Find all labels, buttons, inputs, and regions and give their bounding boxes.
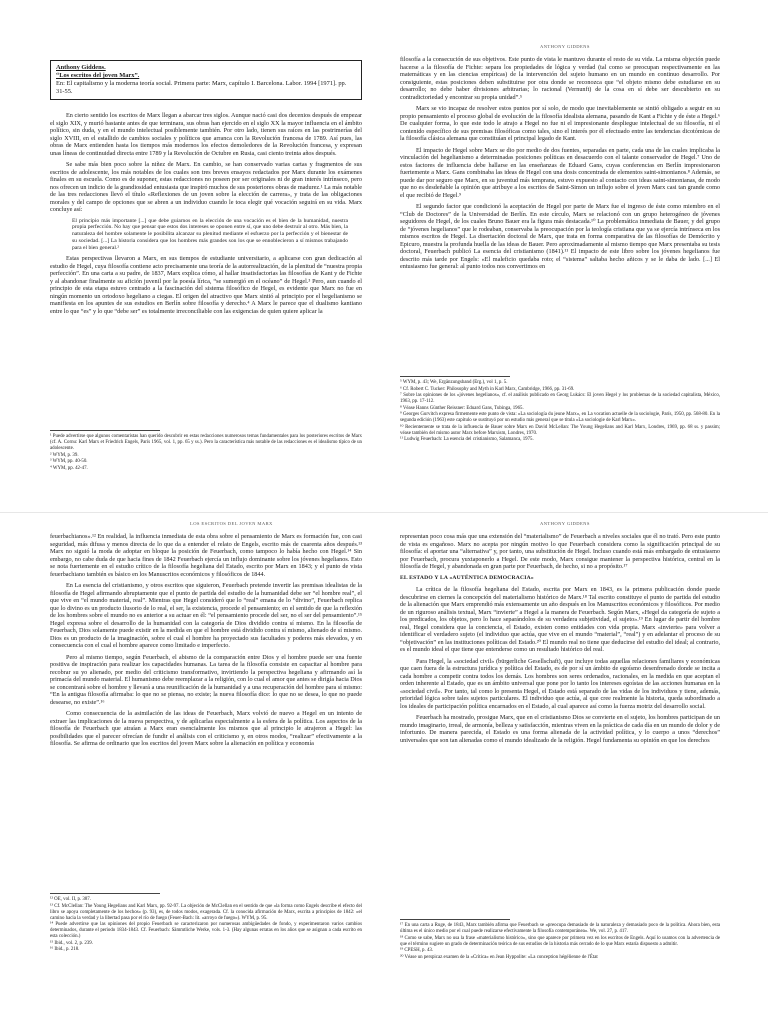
footnote: ¹⁰ Recientemente se trata de la influencia de Bauer sobre Marx en David McLellan: The Young Hegelians and Karl Marx, Londres, 1969, pp. 68 ss. y passim; véase también del mismo autor Marx before Marxism, Londres, 1970.: [400, 424, 720, 436]
section-heading: EL ESTADO Y LA «AUTÉNTICA DEMOCRACIA»: [400, 574, 534, 581]
footnote: ¹¹ Ludwig Feuerbach: La esencia del cristianismo, Salamanca, 1975.: [400, 437, 534, 442]
footnote: ⁴ WYM, pp. 42-47.: [50, 465, 88, 471]
footnote: ¹³ Cf. McClellan: The Young Hegelians and Karl Marx, pp. 92-97. La objeción de McClellan en el sentido de que «la forma como Engels describe el efecto del libro se apoya completamente de los hechos» (p. 93), es, de todos modos, exagerada. Cf. la conocida afirmación de Marx, escrita a principios de 1842: «el camino hacia la verdad y la libertad pasa por el río de fuego (Feuer-Bach: lit. «arroyo de fuego»). WYM, p. 95.: [50, 903, 362, 921]
footnote: ¹⁷ En una carta a Ruge, de 1843, Marx también afirma que Feuerbach se «preocupa demasiado de la naturaleza y demasiado poco de la política. Ahora bien, esta última es el único medio por el cual puede realizarse efectivamente la filosofía contemporánea». We, vol. 27, p. 417.: [400, 923, 720, 934]
running-head-bottom-right: ANTHONY GIDDENS: [540, 521, 590, 526]
footnote: ⁸ Véase Hanns Günther Reissner: Eduard Gans, Tubinga, 1965.: [400, 405, 524, 411]
running-head-top-right: ANTHONY GIDDENS: [540, 44, 590, 49]
footnote: ⁶ Cf. Robert C. Tucker: Philosophy and Myth in Karl Marx, Cambridge, 1966, pp. 31-69.: [400, 386, 575, 392]
paragraph: Feuerbach ha mostrado, prosigue Marx, que en el cristianismo Dios se convierte en el sujeto, los hombres participan de un mundo imaginario, irreal, de armonía, belleza y satisfacción, mientras viven en la práctica de cada día en un mundo de dolor y de infortunio. De manera parecida, el Estado es una forma alienada de la actividad política, y lo cuerpo a unos “derechos” universales que son tan alienadas como el mundo idealizado de la religión. Hegel fundamenta su opinión en que los derechos: [400, 714, 720, 744]
page1-left-footnotes: [50, 434, 362, 472]
author-name: Anthony Giddens.: [56, 64, 106, 71]
footnote: ¹⁸ Como se sabe, Marx no usa la frase «materialismo histórico», sino que aparece por primera vez en los escritos de Engels. Aquí lo usamos con la advertencia de que el término sugiere un grado de determinación teórica de sus estudios de la historia más cerrado de lo que Marx estaría dispuesto a admitir.: [400, 935, 720, 947]
paragraph: En La esencia del cristianismo, y otros escritos que siguieron, Feuerbach pretende invertir las premisas idealistas de la filosofía de Hegel afirmando abruptamente que el punto de partida del estudio de la humanidad debe ser “el hombre real”, el que vive en “el mundo material, real”. Mientras que Hegel consideró que lo “real” emana de lo “divino”, Feuerbach replica que lo divino es un producto ilusorio de lo real, el ser, la existencia, procede el pensamiento; en el sentido de que la reflexión de los hombres sobre el mundo no es anterior a su actuar en él: “el pensamiento procede del ser, no el ser del pensamiento”.¹⁵ Hegel expresa sobre el desarrollo de la humanidad con la categoría de Dios dividido contra sí mismo. En la filosofía de Feuerbach, Dios solamente puede existir en la medida en que el hombre está dividido contra sí mismo, alienado de sí mismo. Dios es un producto de la imaginación, sobre el cual el hombre ha proyectado sus facultades y poderes más elevados, y en consecuencia con el cual el hombre aparece como limitado e imperfecto.: [50, 582, 362, 649]
paragraph: Se sabe más bien poco sobre la niñez de Marx. En cambio, se han conservado varias cartas y fragmentos de sus escritos de adolescente, los más notables de los cuales son tres breves ensayos redactados por Marx durante los exámenes finales en su escuela. Como es de suponer, estas redacciones no poseen por ser originales ni de gran interés intrínseco, pero nos ofrecen un indicio de la grandiosidad entusiasta que inspiró muchos de sus posteriores obras de madurez.¹ La más notable de las tres redacciones llevó el título «Reflexiones de un joven sobre la elección de carrera», y trata de las obligaciones morales y del campo de opciones que se abren a un individuo cuando le toca elegir qué vocación seguirá en su vida. Marx concluye así:: [50, 161, 362, 213]
paragraph: El impacto de Hegel sobre Marx se dio por medio de dos fuentes, separadas en parte, cada una de las cuales implicaba la vinculación del hegelianismo a determinadas posiciones políticas en desacuerdo con el talante conservador de Hegel.⁷ Uno de estos factores de influencia debe hallarse en las enseñanzas de Eduard Gans, cuyas conferencias en Berlín impresionaron fuertemente a Marx. Gans combinaba las ideas de Hegel con una dosis concentrada de elementos saint-simonianos.⁸ Además, se puede dar por seguro que Marx, en su juventud más temprana, estuvo expuesto al contacto con ideas saint-simonianas, de modo que no es desdeñable la opinión que atribuye a los escritos de Saint-Simon un influjo sobre el joven Marx casi tan grande como el que recibió de Hegel.⁹: [400, 146, 720, 199]
footnote: ¹⁴ Puede advertirse que las opiniones del propio Feuerbach se caracterizaron por numerosas ambigüedades de fondo, y experimentaron varios cambios determinados, durante el periodo 1834-1843. Cf. Feuerbach: Sämmtliche Werke, vols. 1-3. (Hay algunas erratas en los años que se asignan a cada escrito en esta colección.): [50, 922, 362, 939]
paragraph: Como consecuencia de la asimilación de las ideas de Feuerbach, Marx volvió de nuevo a Hegel en un intento de extraer las implicaciones de la nueva perspectiva, y de aplicarlas especialmente a la esfera de la política. Los aspectos de la filosofía de Feuerbach que atraían a Marx eran esencialmente los mismos que al principio le atrajeron a Hegel: las posibilidades que el parecer ofrecían de fundir el análisis con el criticismo y, en otros modos, “realizar” efectivamente a la filosofía. Se afirma de ordinario que los escritos del joven Marx sobre la alienación en política y economía: [50, 710, 362, 747]
block-quote: El principio más importante [...] que debe guiarnos en la elección de una vocación es el bien de la humanidad, nuestra propia perfección. No hay que pensar que estos dos intereses se oponen entre sí, que uno debe destruir al otro. Más bien, la naturaleza del hombre solamente le posibilita alcanzar su plenitud mediante el esfuerzo por la perfección y el bienestar de su sociedad. [...] La historia considera que los hombres más grandes son los que se ennoblecieron a sí mismos trabajando para el bien general.²: [72, 217, 348, 251]
page2-left-column: [50, 533, 362, 752]
paragraph: Estas perspectivas llevaron a Marx, en sus tiempos de estudiante universitario, a aplicarse con gran dedicación al estudio de Hegel, cuya filosofía contiene acto precisamente una teoría de la autorrealización, de la plenitud de “nuestra propia perfección”. En una carta a su padre, de 1837, Marx explica cómo, al hallar insatisfactorias las filosofías de Kant y de Fichte y al abandonar finalmente su afición juvenil por la poesía lírica, “se sumergió en el océano” de Hegel.³ Pero, aun cuando el principio de esta etapa estuvo centrado a la fascinación del sistema filosófico de Hegel, es evidente que Marx no fue en ningún momento un ortodoxo hegeliano a ciegas. El origen del atractivo que Marx sintió al principio por el hegelianismo se manifiesta en los apuntes de sus estudios en Berlín sobre filosofía y derecho.⁴ A Marx le parece que el dualismo kantiano entre lo que “es” y lo que “debe ser” es totalmente irreconciliable con las exigencias de quien quiere aplicar la: [50, 255, 362, 315]
page-2: [0, 513, 768, 1024]
footnote: ²⁰ Véase un perspicaz examen de la «Crítica» en Jean Hyppolite: «La conception hégélienne de l'État: [400, 954, 598, 960]
citation-box: [50, 60, 362, 100]
footnote: ⁷ Sobre las opiniones de los «jóvenes hegelianos», cf. el análisis publicado en Georg Lukács: El joven Hegel y los problemas de la sociedad capitalista, México, 1963, pp. 17-112.: [400, 393, 720, 404]
source-reference: En: El capitalismo y la moderna teoría social. Primera parte: Marx, capítulo I. Barcelona. Labor. 1994 [1971]. pp. 31-55.: [56, 80, 347, 95]
page2-left-footnotes: [50, 897, 362, 954]
paragraph: En cierto sentido los escritos de Marx llegan a abarcar tres siglos. Aunque nació casi dos decenios después de empezar el siglo XIX, y murió bastante antes de que terminara, sus obras han ejercido en el siglo XX la mayor influencia en el ámbito político, sin duda, y en el mundo intelectual posiblemente también. Por otro lado, tienen sus raíces en las postrimerías del siglo XVIII, en el estallido de cambios sociales y políticos que arranca con la Revolución francesa de 1789. Así pues, las obras de Marx entienden hasta los tiempos más modernos los efectos demoledores de la Revolución francesa, y expresan unas líneas de continuidad directa entre 1789 y la Revolución de Octubre en Rusia, casi ciento treinta años después.: [50, 112, 362, 157]
footnote: ³ WYM, pp. 40-50.: [50, 459, 88, 464]
footnote: ⁹ Georges Gurvitch expresa firmemente este punto de vista: «La sociología du jeune Marx», en La vocation actuelle de la sociologie, París, 1950, pp. 568-80. En la segunda edición (1963) este capítulo se sustituyó por un estudio más general que se titula «La sociologie de Karl Marx».: [400, 412, 720, 423]
footnote: ¹⁹ CPESH, p. 43.: [400, 948, 434, 953]
paragraph: La crítica de la filosofía hegeliana del Estado, escrita por Marx en 1843, es la primera publicación donde puede descubrirse en ciernes la concepción del materialismo histórico de Marx.¹⁸ Tal escrito constituye el punto de partida del estudio de la alienación que Marx emprendió más extensamente un año después en los Manuscritos económicos y filosóficos. Por medio de un riguroso análisis textual, Marx “invierte” a Hegel a la manera de Feuerbach. Según Marx, «Hegel da categoría de sujeto a los predicados, los objetos, pero lo hace separándolos de su verdadera subjetividad, el sujeto».¹⁹ En lugar de partir del hombre real, Hegel considera que la conciencia, el Estado, existen como entidades con vida propia. Marx «invierte» para volver a identificar el verdadero sujeto (el individuo que actúa, que vive en el mundo “material”, “real”) y en adelantar el proceso de su “objetivación” en las instituciones políticas del Estado.²⁰ El mundo real no tiene que deducirse del estudio del ideal; al contrario, es el mundo ideal el que tiene que entenderse como un resultado histórico del real.: [400, 586, 720, 653]
footnote-rule: [400, 919, 510, 920]
footnote-rule: [400, 376, 510, 377]
footnote-rule: [50, 430, 160, 431]
footnote: ¹⁵ Ibid., vol. 2, p. 239.: [50, 940, 93, 946]
footnote: ⁵ WYM, p. 43; We, Ergänzungsband (Erg.), vol 1, p. 5.: [400, 380, 508, 385]
chapter-title: “Los escritos del joven Marx”.: [56, 72, 140, 79]
paragraph: Marx se vio incapaz de resolver estos puntos por sí solo, de modo que inevitablemente se sintió obligado a seguir en su propio pensamiento el proceso global de evolución de la filosofía idealista alemana, pasando de Kant a Fichte y de éste a Hegel.⁶ De cualquier forma, lo que este todo le atrajo a Hegel no fue ni el impresionante despliegue intelectual de su filosofía, ni el contenido específico de sus premisas filosóficas como tales, sino el interés por él efectuado entre las tendencias dicotómicas de la filosofía clásica alemana que constituían el principal legado de Kant.: [400, 105, 720, 142]
page1-right-footnotes: [400, 380, 720, 444]
running-head-bottom-left: LOS ESCRITOS DEL JOVEN MARX: [190, 521, 273, 526]
footnote-rule: [50, 893, 160, 894]
footnote: ¹⁶ Ibid., p. 218.: [50, 947, 80, 952]
footnote: ² WYM, p. 39.: [50, 452, 79, 458]
paragraph: representan poco cosa más que una extensión del “materialismo” de Feuerbach a niveles sociales que él no trató. Pero este punto de vista es engañoso. Marx no acepta por ningún motivo lo que Feuerbach considera como la significación principal de su filosofía: el aportar una “alternativa” y, por tanto, una substitución de Hegel. Incluso cuando está más embargado de entusiasmo por Feuerbach, procura yuxtaponerlo a Hegel. De este modo, Marx consigue mantener la perspectiva histórica, central en la filosofía de Hegel, y abandonada en gran parte por Feuerbach, de hecho, si no a propósito.¹⁷: [400, 533, 720, 570]
paragraph: filosofía a la consecución de sus objetivos. Este punto de vista le mantuvo durante el resto de su vida. La misma objeción puede hacerse a la filosofía de Fichte: separa los propiedades de lógica y verdad (tal como se preocupan respectivamente en las matemáticas y en las ciencias empíricas) de la intervención del sujeto humano en un mundo en continuo desarrollo. Por consiguiente, estas posiciones deben substituirse por otra donde se reconozca que “el objeto mismo debe estudiarse en su desarrollo; no debe haber divisiones arbitrarias; lo racional (Vernunft) de la cosa en sí debe ser descubierto en su contradictoriedad y encontrar su propia unidad”.⁵: [400, 56, 720, 101]
page2-right-footnotes: [400, 923, 720, 961]
paragraph: El segundo factor que condicionó la aceptación de Hegel por parte de Marx fue el ingreso de éste como miembro en el “Club de Doctores” de la Universidad de Berlín. En este círculo, Marx se relacionó con un grupo heterogéneo de jóvenes seguidores de Hegel, de los cuales Bruno Bauer era la figura más destacada.¹⁰ La problemática inmediata de Bauer, y del grupo de “jóvenes hegelianos” que le rodeaban, conservaba la preocupación por la teología cristiana que ya se ejercía intrínseca en los mismos escritos de Hegel. La disertación doctoral de Marx, que trata en forma comparativa de las filosofías de Demócrito y Epicuro, muestra la profunda huella de las ideas de Bauer. Pero aproximadamente al mismo tiempo que Marx presentaba su tesis doctoral, Feuerbach publicó La esencia del cristianismo (1841).¹¹ El impacto de este libro sobre los jóvenes hegelianos fue descrito más tarde por Engels: «El maleficio quedaba roto; el “sistema” saltaba hecho añicos y se le daba de lado. [...] El entusiasmo fue general: al punto todos nos convertimos en: [400, 203, 720, 270]
page1-right-column: [400, 56, 720, 275]
footnote: ¹ Puede advertirse que algunos comentaristas han querido descubrir en estas redacciones numerosos temas fundamentales para los posteriores escritos de Marx (cf. A. Cornu: Karl Marx et Friedrich Engels, París 1965, vol. 1, pp. 65 y ss.). Pero la característica más notable de las redacciones es el idealismo típico de un adolescente.: [50, 434, 362, 451]
footnote: ¹² OE, vol. II, p. 387.: [50, 897, 91, 902]
paragraph: Pero al mismo tiempo, según Feuerbach, el abismo de la comparación entre Dios y el hombre puede ser una fuente positiva de inspiración para realizar los capacidades humanas. La tarea de la filosofía consiste en capacitar al hombre para recobrar su yo alienado, por medio del criticismo transformativo, invirtiendo la perspectiva hegeliana y afirmando así la primacía del mundo material. El humanismo debe reemplazar a la religión, con lo cual el amor que antes se dirigía hacia Dios se concentrará sobre el hombre y llevará a una reunificación de la humanidad y a una recuperación del hombre para sí mismo: “En la antigua filosofía afirmaba: lo que no se piensa, no existe; la nueva filosofía dice: lo que no se desea, lo que no puede desearse, no existe”.¹⁶: [50, 653, 362, 706]
page1-left-column: [50, 112, 362, 319]
page2-right-column: [400, 533, 720, 748]
paragraph: feuerbachianos».¹² En realidad, la influencia inmediata de esta obra sobre el pensamiento de Marx es formación fue, con casi seguridad, más difusa y menos directa de lo que da a entender el relato de Engels, escrito más de cuarenta años después.¹³ Marx no siguió la moda de adoptar en bloque la posición de Feuerbach, como tampoco lo había hecho con Hegel.¹⁴ Sin embargo, no cabe duda de que hacia fines de 1842 Feuerbach ejercía un influjo dominante sobre los jóvenes hegelianos. Esto se nota fuertemente en el estudio crítico de la filosofía hegeliana del Estado, escrito por Marx en 1843; y el punto de vista feuerbachiano también es básico en los Manuscritos económicos y filosóficos de 1844.: [50, 533, 362, 578]
paragraph: Para Hegel, la «sociedad civil» (bürgerliche Gesellschaft), que incluye todas aquellas relaciones familiares y económicas que caen fuera de la estructura jurídica y política del Estado, es de por sí un ámbito de egoísmo desenfrenado donde se incita a cada hombre a competir contra todos los demás. Los hombres son seres ordenados, racionales, en la medida en que aceptan el orden inherente al Estado, que es un ámbito universal que pone por lo tanto los intereses egoístas de las acciones humanas en la «sociedad civil». Por tanto, tal como lo presenta Hegel, el Estado está separado de las vidas de los individuos y tiene, además, prioridad lógica sobre tales sujetos particulares. El individuo que actúa, al que cree realmente la historia, queda subordinado a los ideales de participación política encarnados en el Estado, al cual aparece así como la fuerza motriz del desarrollo social.: [400, 657, 720, 710]
